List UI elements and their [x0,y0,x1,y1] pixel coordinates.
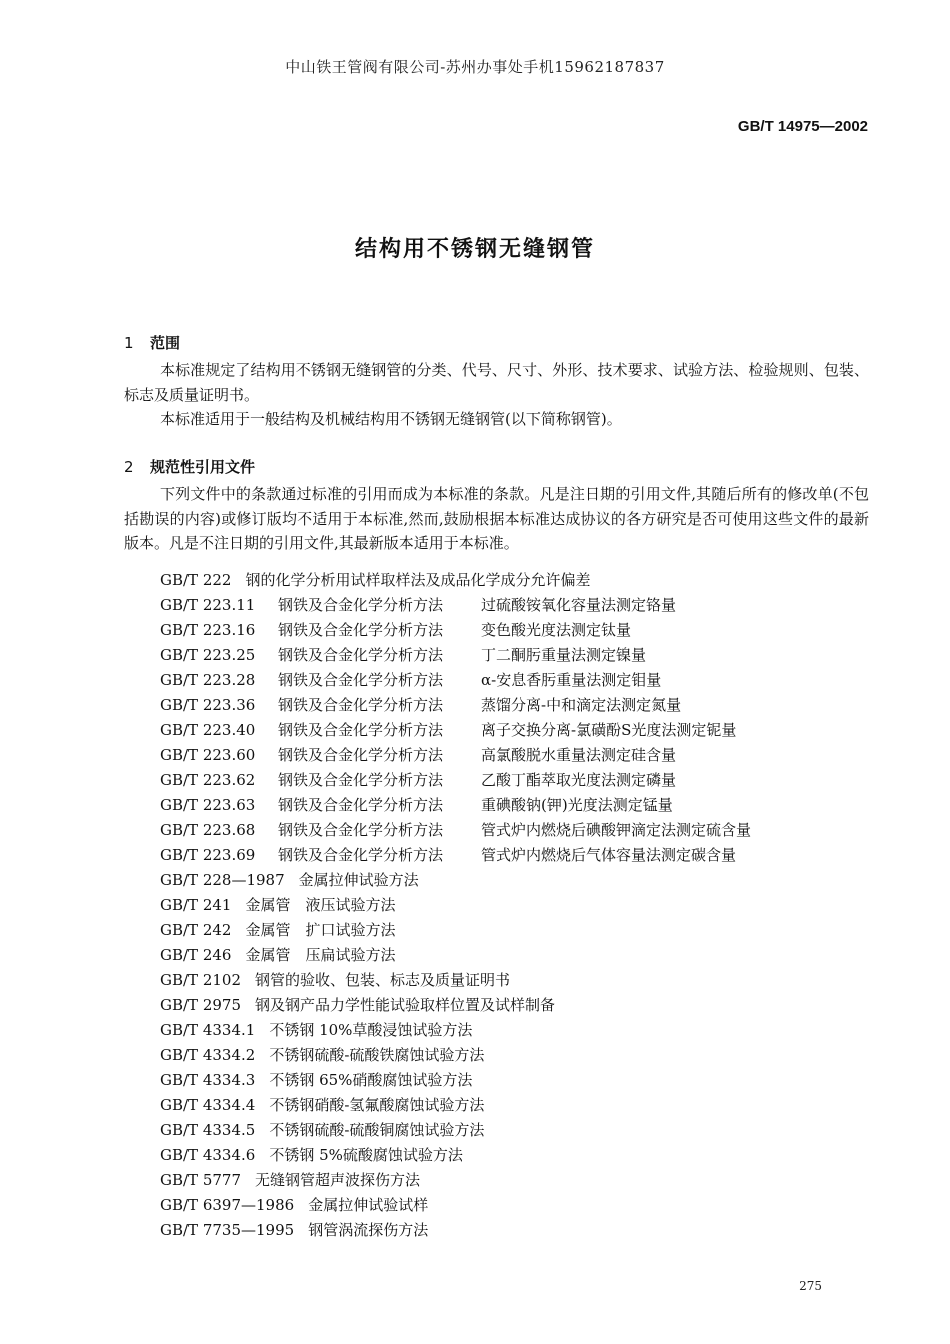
section-2-paragraph-1: 下列文件中的条款通过标准的引用而成为本标准的条款。凡是注日期的引用文件,其随后所有的修改单(不包括勘误的内容)或修订版均不适用于本标准,然而,鼓励根据本标准达成协议的各方研究是否可使用这些文件的最新版本。凡是不注日期的引用文件,其最新版本适用于本标准。 [124,485,869,552]
section-number: 1 [124,334,134,352]
reference-title: 重碘酸钠(钾)光度法测定锰量 [481,796,673,814]
reference-part: 钢铁及合金化学分析方法 [278,771,444,789]
reference-part: 钢铁及合金化学分析方法 [278,796,444,814]
reference-code: GB/T 242 [160,921,232,939]
reference-item [160,743,860,768]
reference-code: GB/T 7735—1995 [160,1221,295,1239]
reference-item [160,643,860,668]
reference-title: 钢管涡流探伤方法 [308,1221,429,1239]
reference-item [160,893,860,918]
section-1-heading [124,332,180,353]
reference-code: GB/T 223.28 [160,671,256,689]
reference-code: GB/T 223.62 [160,771,256,789]
reference-item [160,668,860,693]
reference-title: 无缝钢管超声波探伤方法 [255,1171,421,1189]
reference-item [160,1018,860,1043]
reference-part: 钢铁及合金化学分析方法 [278,596,444,614]
reference-item [160,793,860,818]
reference-code: GB/T 2102 [160,971,242,989]
reference-title: 管式炉内燃烧后气体容量法测定碳含量 [481,846,737,864]
reference-item [160,1143,860,1168]
reference-title: 高氯酸脱水重量法测定硅含量 [481,746,677,764]
reference-code: GB/T 246 [160,946,232,964]
reference-code: GB/T 5777 [160,1171,242,1189]
reference-title: 金属管 压扁试验方法 [245,946,396,964]
reference-item [160,1068,860,1093]
reference-item [160,693,860,718]
reference-title: 离子交换分离-氯磺酚S光度法测定铌量 [481,721,737,739]
reference-item [160,1043,860,1068]
reference-code: GB/T 223.60 [160,746,256,764]
reference-code: GB/T 223.16 [160,621,256,639]
reference-list [160,568,860,1243]
reference-code: GB/T 223.11 [160,596,256,614]
reference-code: GB/T 4334.2 [160,1046,256,1064]
reference-item [160,768,860,793]
reference-code: GB/T 6397—1986 [160,1196,295,1214]
reference-part: 钢铁及合金化学分析方法 [278,846,444,864]
reference-code: GB/T 4334.5 [160,1121,256,1139]
reference-item [160,1218,860,1243]
reference-title: 不锈钢硫酸-硫酸铜腐蚀试验方法 [269,1121,485,1139]
reference-item [160,1193,860,1218]
reference-item [160,868,860,893]
reference-code: GB/T 2975 [160,996,242,1014]
reference-title: 不锈钢硝酸-氢氟酸腐蚀试验方法 [269,1096,485,1114]
reference-item [160,618,860,643]
reference-part: 钢铁及合金化学分析方法 [278,821,444,839]
reference-title: 变色酸光度法测定钛量 [481,621,632,639]
reference-code: GB/T 223.25 [160,646,256,664]
reference-title: 过硫酸铵氧化容量法测定铬量 [481,596,677,614]
header-contact-note: 中山铁王管阀有限公司-苏州办事处手机15962187837 [285,58,665,76]
standard-code: GB/T 14975—2002 [737,118,868,135]
reference-item [160,993,860,1018]
reference-code: GB/T 223.36 [160,696,256,714]
reference-code: GB/T 4334.6 [160,1146,256,1164]
reference-item [160,943,860,968]
reference-part: 钢铁及合金化学分析方法 [278,721,444,739]
reference-item [160,568,860,593]
document-title: 结构用不锈钢无缝钢管 [354,237,595,262]
reference-title: 丁二酮肟重量法测定镍量 [481,646,647,664]
section-number: 2 [124,458,134,476]
reference-title: 不锈钢 65%硝酸腐蚀试验方法 [269,1071,473,1089]
section-2-heading [124,456,255,477]
reference-item [160,1093,860,1118]
reference-item [160,918,860,943]
reference-item [160,843,860,868]
reference-title: 不锈钢 10%草酸浸蚀试验方法 [269,1021,473,1039]
page-number: 275 [799,1279,822,1293]
reference-code: GB/T 223.40 [160,721,256,739]
section-1-paragraph-2: 本标准适用于一般结构及机械结构用不锈钢无缝钢管(以下简称钢管)。 [160,410,622,428]
reference-code: GB/T 4334.1 [160,1021,256,1039]
reference-part: 钢铁及合金化学分析方法 [278,746,444,764]
reference-code: GB/T 223.63 [160,796,256,814]
reference-title: 管式炉内燃烧后碘酸钾滴定法测定硫含量 [481,821,752,839]
reference-part: 钢铁及合金化学分析方法 [278,646,444,664]
reference-title: 乙酸丁酯萃取光度法测定磷量 [481,771,677,789]
reference-code: GB/T 223.69 [160,846,256,864]
section-1-paragraph-1: 本标准规定了结构用不锈钢无缝钢管的分类、代号、尺寸、外形、技术要求、试验方法、检验规则、包装、标志及质量证明书。 [124,361,869,404]
reference-title: 钢及钢产品力学性能试验取样位置及试样制备 [255,996,556,1014]
reference-title: 金属管 液压试验方法 [245,896,396,914]
reference-code: GB/T 223.68 [160,821,256,839]
reference-item [160,1168,860,1193]
reference-title: 金属管 扩口试验方法 [245,921,396,939]
reference-item [160,718,860,743]
reference-code: GB/T 4334.3 [160,1071,256,1089]
reference-title: 钢的化学分析用试样取样法及成品化学成分允许偏差 [245,571,591,589]
reference-item [160,968,860,993]
reference-title: 金属拉伸试验方法 [298,871,419,889]
reference-part: 钢铁及合金化学分析方法 [278,696,444,714]
reference-title: 金属拉伸试验试样 [308,1196,429,1214]
reference-part: 钢铁及合金化学分析方法 [278,671,444,689]
reference-item [160,593,860,618]
section-title: 规范性引用文件 [150,458,256,476]
reference-title: 蒸馏分离-中和滴定法测定氮量 [481,696,682,714]
reference-code: GB/T 228—1987 [160,871,285,889]
reference-code: GB/T 241 [160,896,232,914]
reference-title: α-安息香肟重量法测定钼量 [481,671,662,689]
reference-item [160,1118,860,1143]
reference-item [160,818,860,843]
reference-part: 钢铁及合金化学分析方法 [278,621,444,639]
section-title: 范围 [150,334,181,352]
reference-title: 钢管的验收、包装、标志及质量证明书 [255,971,511,989]
reference-code: GB/T 4334.4 [160,1096,256,1114]
reference-code: GB/T 222 [160,571,232,589]
reference-title: 不锈钢硫酸-硫酸铁腐蚀试验方法 [269,1046,485,1064]
reference-title: 不锈钢 5%硫酸腐蚀试验方法 [269,1146,463,1164]
